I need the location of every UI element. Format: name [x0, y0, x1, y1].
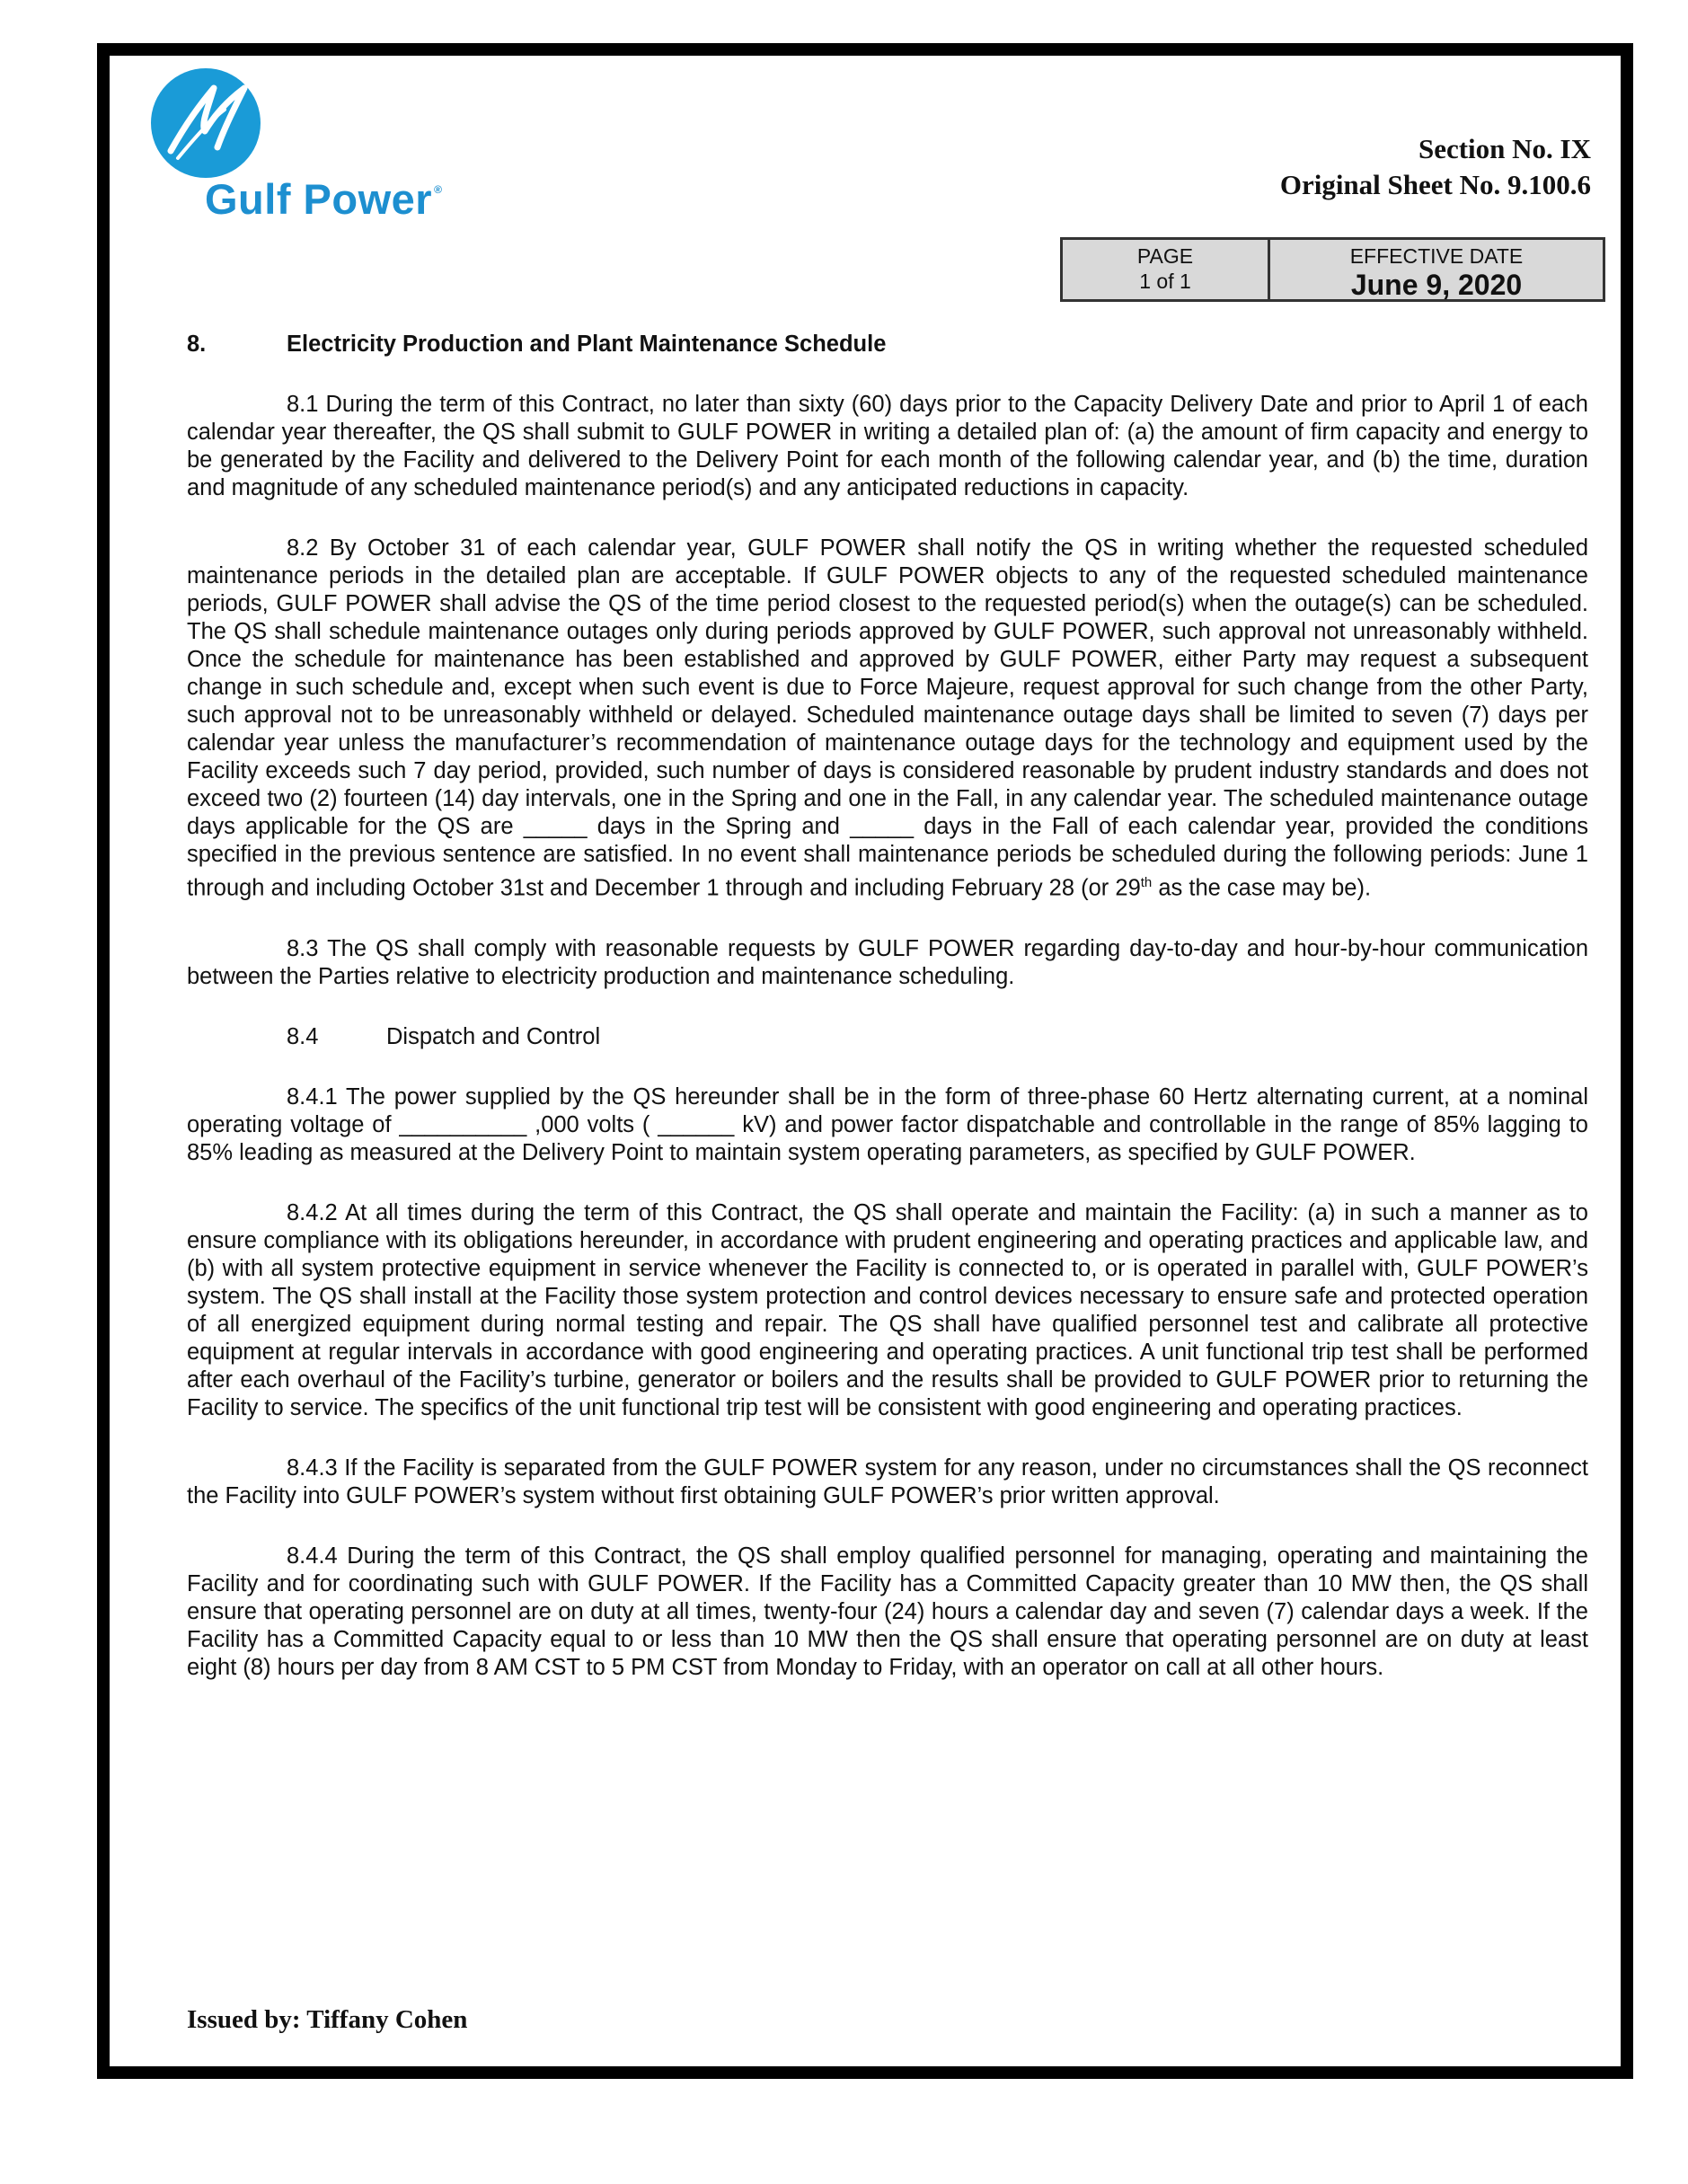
page-label: PAGE: [1136, 244, 1194, 268]
issued-by: Issued by: Tiffany Cohen: [187, 2005, 468, 2034]
paragraph-8-4-1: 8.4.1 The power supplied by the QS hereunder shall be in the form of three-phase 60 Hertz alternating current, at a nominal operating voltage of __________ ,000 volts ( ______ kV) and power factor dispatchable and controllable in the range of 85% lagging to 85% leading as measured at the Delivery Point to maintain system operating parameters, as specified by GULF POWER.: [187, 1083, 1588, 1165]
document-body: [187, 331, 1588, 1714]
page-cell: [1063, 240, 1270, 299]
gulf-power-logo: [151, 68, 528, 230]
gulf-power-logo-icon: [151, 68, 261, 178]
effective-date-cell: [1270, 240, 1603, 299]
subsection-8-4-number: 8.4: [287, 1023, 319, 1049]
paragraph-8-4-3: 8.4.3 If the Facility is separated from the GULF POWER system for any reason, under no circumstances shall the QS reconnect the Facility into GULF POWER’s system without first obtaining GULF POWER’s prior written approval.: [187, 1455, 1588, 1508]
section-heading-title: Electricity Production and Plant Maintenance Schedule: [287, 332, 887, 357]
section-heading: [187, 331, 1588, 358]
sheet-header: [1280, 131, 1591, 203]
subsection-8-4: [187, 1023, 1588, 1051]
section-number: Section No. IX: [1418, 133, 1591, 164]
subsection-8-4-title: Dispatch and Control: [386, 1023, 601, 1049]
paragraph-8-1: 8.1 During the term of this Contract, no later than sixty (60) days prior to the Capacity Delivery Date and prior to April 1 of each calendar year thereafter, the QS shall submit to GULF POWER in writing a detailed plan of: (a) the amount of firm capacity and energy to be generated by the Facility and delivered to the Delivery Point for each month of the following calendar year, and (b) the time, duration and magnitude of any scheduled maintenance period(s) and any anticipated reductions in capacity.: [187, 392, 1588, 500]
logo-wordmark: Gulf Power ®: [205, 175, 443, 223]
page-value: 1 of 1: [1139, 270, 1191, 293]
paragraph-8-3: 8.3 The QS shall comply with reasonable requests by GULF POWER regarding day-to-day and hour-by-hour communication between the Parties relative to electricity production and maintenance scheduling.: [187, 935, 1588, 989]
effective-date-value: June 9, 2020: [1350, 269, 1523, 301]
sheet-number: Original Sheet No. 9.100.6: [1279, 169, 1591, 200]
paragraph-8-4-2: 8.4.2 At all times during the term of this Contract, the QS shall operate and maintain the Facility: (a) in such a manner as to ensure compliance with its obligations hereunder, in accordance with prudent engineering and operating practices and applicable law, and (b) with all system protective equipment in service whenever the Facility is connected to, or is operated in parallel with, GULF POWER’s system. The QS shall install at the Facility those system protection and control devices necessary to ensure safe and protected operation of all energized equipment during normal testing and repair. The QS shall have qualified personnel test and calibrate all protective equipment at regular intervals in accordance with good engineering and operating practices. A unit functional trip test shall be performed after each overhaul of the Facility’s turbine, generator or boilers and the results shall be provided to GULF POWER prior to returning the Facility to service. The specifics of the unit functional trip test will be consistent with good engineering and operating practices.: [187, 1199, 1588, 1420]
page-info-box: [1060, 237, 1605, 302]
section-heading-number: 8.: [187, 332, 207, 357]
effective-date-label: EFFECTIVE DATE: [1349, 244, 1524, 268]
paragraph-8-2: 8.2 By October 31 of each calendar year, GULF POWER shall notify the QS in writing whether the requested scheduled maintenance periods in the detailed plan are acceptable. If GULF POWER objects to any of the requested scheduled maintenance periods, GULF POWER shall advise the QS of the time period closest to the requested period(s) when the outage(s) can be scheduled. The QS shall schedule maintenance outages only during periods approved by GULF POWER, such approval not unreasonably withheld. Once the schedule for maintenance has been established and approved by GULF POWER, either Party may request a subsequent change in such schedule and, except when such event is due to Force Majeure, request approval for such change from the other Party, such approval not to be unreasonably withheld or delayed. Scheduled maintenance outage days shall be limited to seven (7) days per calendar year unless the manufacturer’s recommendation of maintenance outage days for the technology and equipment used by the Facility exceeds such 7 day period, provided, such number of days is considered reasonable by prudent industry standards and does not exceed two (2) fourteen (14) day intervals, one in the Spring and one in the Fall, in any calendar year. The scheduled maintenance outage days applicable for the QS are _____ days in the Spring and _____ days in the Fall of each calendar year, provided the conditions specified in the previous sentence are satisfied. In no event shall maintenance periods be scheduled during the following periods: June 1 through and including October 31st and December 1 through and including February 28 (or 29th as the case may be).: [187, 535, 1588, 901]
paragraph-8-4-4: 8.4.4 During the term of this Contract, the QS shall employ qualified personnel for managing, operating and maintaining the Facility and for coordinating such with GULF POWER. If the Facility has a Committed Capacity greater than 10 MW then, the QS shall ensure that operating personnel are on duty at all times, twenty-four (24) hours a calendar day and seven (7) calendar days a week. If the Facility has a Committed Capacity equal to or less than 10 MW then the QS shall ensure that operating personnel are on duty at least eight (8) hours per day from 8 AM CST to 5 PM CST from Monday to Friday, with an operator on call at all other hours.: [187, 1543, 1588, 1680]
